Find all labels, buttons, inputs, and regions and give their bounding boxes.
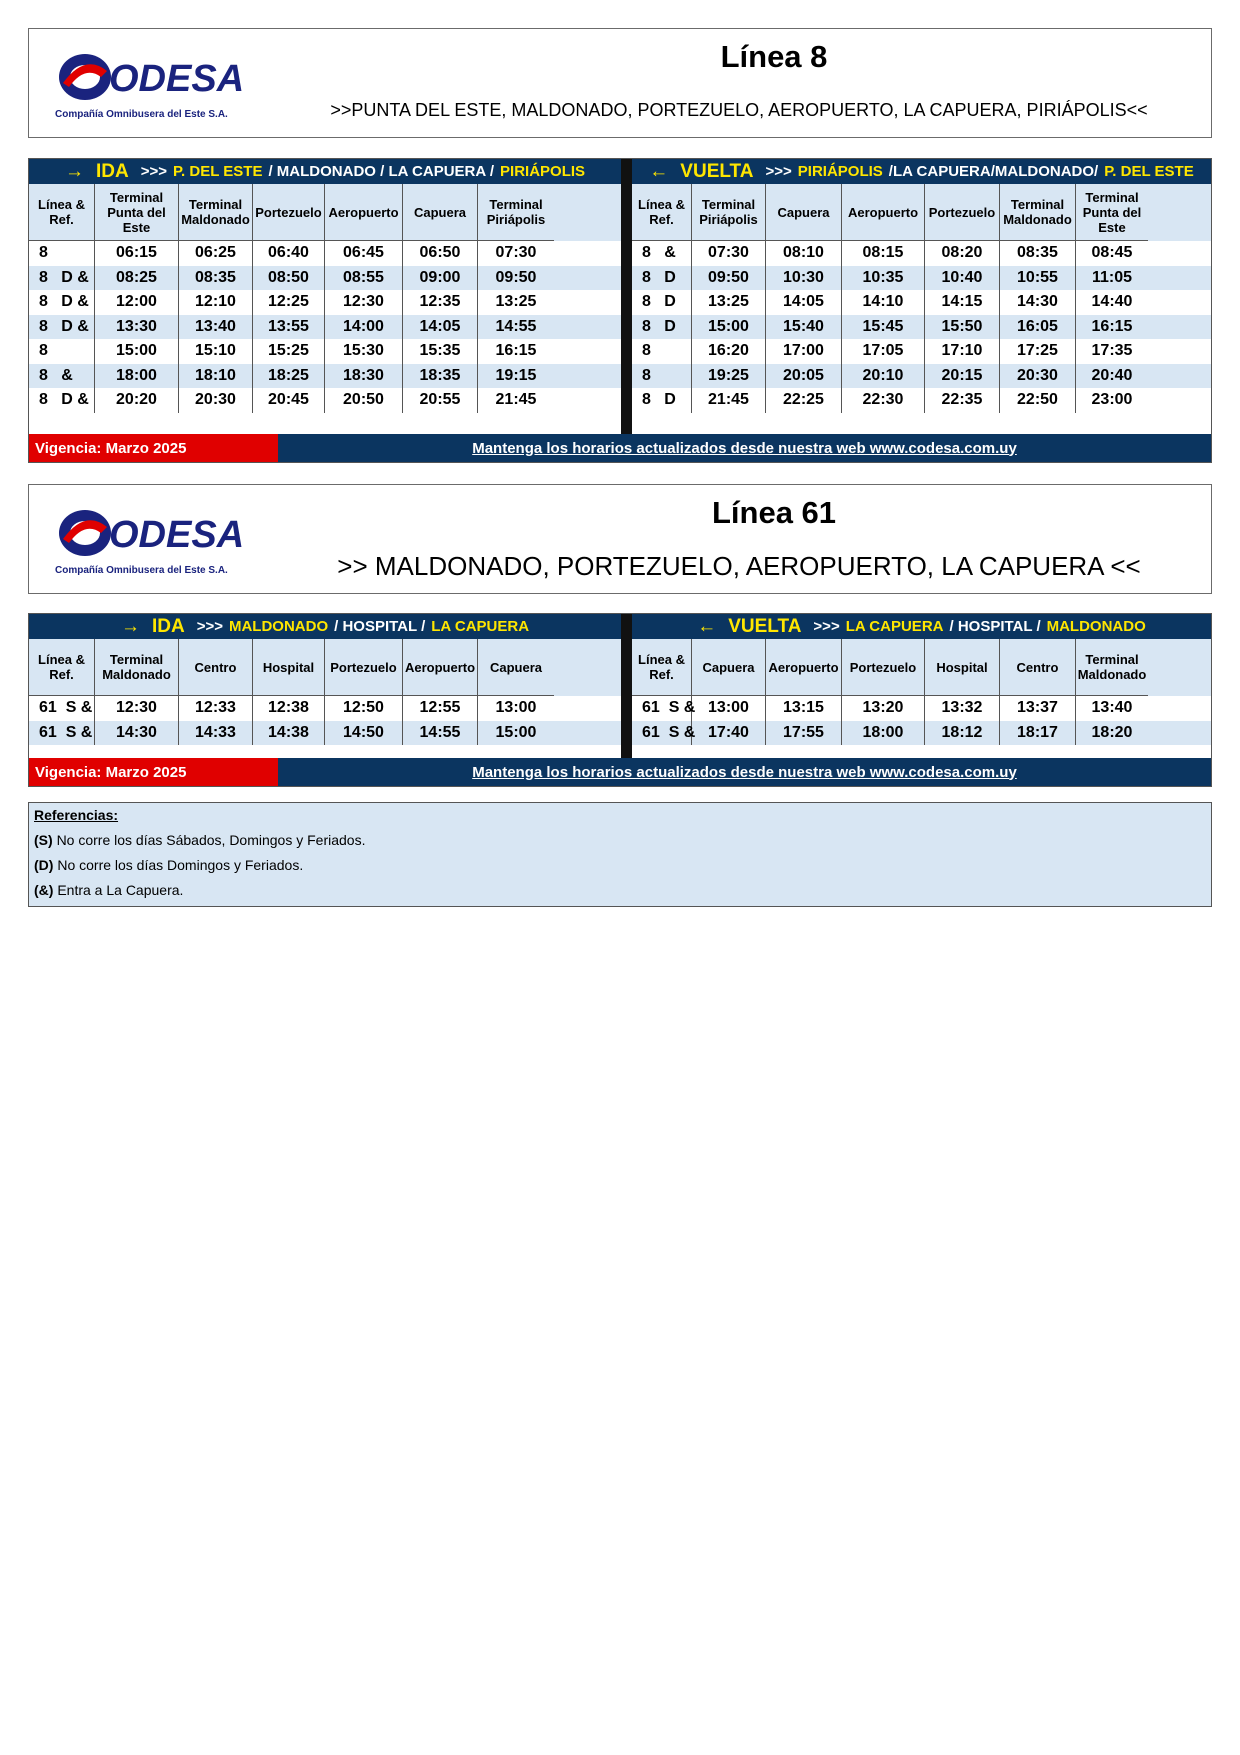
time-cell: 13:55 bbox=[253, 315, 325, 340]
time-cell: 18:30 bbox=[325, 364, 403, 389]
route-origin: PIRIÁPOLIS bbox=[797, 163, 883, 180]
page-title: Línea 61 bbox=[711, 495, 837, 530]
time-cell: 14:38 bbox=[253, 721, 325, 746]
time-cell: 08:15 bbox=[842, 241, 925, 266]
column-header: Centro bbox=[179, 639, 253, 696]
table-row bbox=[29, 266, 621, 291]
header-row bbox=[632, 639, 1211, 696]
table-row bbox=[29, 696, 621, 721]
time-cell: 13:40 bbox=[179, 315, 253, 340]
time-cell: 09:50 bbox=[495, 268, 537, 286]
time-cell: 14:40 bbox=[1091, 293, 1133, 311]
reference-text: Entra a La Capuera. bbox=[57, 882, 184, 898]
time-cell: 13:15 bbox=[766, 696, 842, 721]
reference-text: No corre los días Sábados, Domingos y Feriados. bbox=[56, 832, 366, 848]
time-cell: 20:20 bbox=[95, 388, 179, 413]
time-cell: 20:55 bbox=[403, 388, 478, 413]
ida-banner bbox=[29, 159, 621, 184]
reference-item bbox=[34, 857, 1206, 873]
table-row bbox=[632, 339, 1211, 364]
time-cell: 08:55 bbox=[325, 266, 403, 291]
table-row bbox=[29, 721, 621, 746]
time-cell: 12:50 bbox=[325, 696, 403, 721]
time-cell: 07:30 bbox=[495, 244, 537, 262]
reference-item bbox=[34, 832, 1206, 848]
route-middle: / MALDONADO / LA CAPUERA / bbox=[268, 163, 495, 180]
time-cell: 14:30 bbox=[1000, 290, 1076, 315]
ida-table bbox=[29, 159, 621, 462]
time-cell: 12:35 bbox=[403, 290, 478, 315]
column-header: Capuera bbox=[766, 184, 842, 241]
time-cell: 14:05 bbox=[403, 315, 478, 340]
time-cell: 23:00 bbox=[1091, 391, 1133, 409]
route-prefix: >>> bbox=[196, 618, 223, 635]
vigencia-label: Vigencia: Marzo 2025 bbox=[29, 434, 278, 462]
time-cell: 15:50 bbox=[925, 315, 1000, 340]
column-header: Capuera bbox=[692, 639, 766, 696]
time-cell: 21:45 bbox=[495, 391, 537, 409]
line-ref-cell: 8 D & bbox=[29, 388, 95, 413]
table-row bbox=[29, 339, 621, 364]
time-cell: 19:25 bbox=[692, 364, 766, 389]
time-cell: 15:10 bbox=[179, 339, 253, 364]
ida-banner bbox=[29, 614, 621, 639]
time-cell: 14:50 bbox=[325, 721, 403, 746]
arrow-right-icon: → bbox=[120, 615, 140, 637]
time-cell: 20:10 bbox=[842, 364, 925, 389]
direction-label: VUELTA bbox=[728, 615, 802, 637]
table-row bbox=[632, 315, 1211, 340]
line61-schedule bbox=[28, 613, 1212, 787]
column-header: Terminal Maldonado bbox=[95, 639, 179, 696]
time-cell: 17:35 bbox=[1091, 342, 1133, 360]
column-header: Línea & Ref. bbox=[29, 639, 95, 696]
time-cell: 20:30 bbox=[1000, 364, 1076, 389]
vuelta-banner bbox=[632, 614, 1211, 639]
time-cell: 13:00 bbox=[495, 699, 537, 717]
table-divider bbox=[621, 614, 632, 760]
time-cell: 22:50 bbox=[1000, 388, 1076, 413]
time-cell: 12:30 bbox=[325, 290, 403, 315]
direction-label: IDA bbox=[95, 160, 129, 182]
line-ref-cell: 8 bbox=[632, 339, 692, 364]
time-cell: 12:55 bbox=[403, 696, 478, 721]
route-middle: / HOSPITAL / bbox=[949, 618, 1041, 635]
time-cell: 18:20 bbox=[1091, 723, 1133, 741]
codesa-logo bbox=[55, 43, 255, 123]
time-cell: 10:40 bbox=[925, 266, 1000, 291]
references-title: Referencias: bbox=[34, 807, 119, 823]
column-header: Aeropuerto bbox=[403, 639, 478, 696]
vuelta-banner bbox=[632, 159, 1211, 184]
route-destination: LA CAPUERA bbox=[431, 618, 530, 635]
time-cell: 12:10 bbox=[179, 290, 253, 315]
time-cell: 18:35 bbox=[403, 364, 478, 389]
line-ref-cell: 61 S & bbox=[632, 696, 692, 721]
header-row bbox=[632, 184, 1211, 241]
time-cell: 18:17 bbox=[1000, 721, 1076, 746]
time-cell: 13:25 bbox=[692, 290, 766, 315]
column-header: Capuera bbox=[478, 639, 554, 696]
time-cell: 18:00 bbox=[842, 721, 925, 746]
time-cell: 12:33 bbox=[179, 696, 253, 721]
time-cell: 15:35 bbox=[403, 339, 478, 364]
column-header: Terminal Piriápolis bbox=[478, 184, 554, 241]
time-cell: 16:15 bbox=[495, 342, 537, 360]
line-ref-cell: 8 bbox=[632, 364, 692, 389]
column-header: Portezuelo bbox=[253, 184, 325, 241]
time-cell: 16:15 bbox=[1091, 317, 1133, 335]
time-cell: 12:38 bbox=[253, 696, 325, 721]
time-cell: 06:40 bbox=[253, 241, 325, 266]
line-ref-cell: 8 D & bbox=[29, 290, 95, 315]
route-description: >> MALDONADO, PORTEZUELO, AEROPUERTO, LA CAPUERA << bbox=[337, 551, 1141, 581]
table-row bbox=[29, 315, 621, 340]
time-cell: 13:32 bbox=[925, 696, 1000, 721]
website-link[interactable]: Mantenga los horarios actualizados desde nuestra web www.codesa.com.uy bbox=[278, 434, 1211, 462]
line-ref-cell: 61 S & bbox=[29, 696, 95, 721]
time-cell: 14:33 bbox=[179, 721, 253, 746]
table-row bbox=[632, 290, 1211, 315]
time-cell: 14:00 bbox=[325, 315, 403, 340]
time-cell: 17:25 bbox=[1000, 339, 1076, 364]
time-cell: 06:45 bbox=[325, 241, 403, 266]
time-cell: 21:45 bbox=[692, 388, 766, 413]
time-cell: 16:05 bbox=[1000, 315, 1076, 340]
time-cell: 13:30 bbox=[95, 315, 179, 340]
column-header: Capuera bbox=[403, 184, 478, 241]
column-header: Hospital bbox=[253, 639, 325, 696]
table-row bbox=[29, 388, 621, 413]
time-cell: 13:40 bbox=[1091, 699, 1133, 717]
header-row bbox=[29, 184, 621, 241]
line-ref-cell: 61 S & bbox=[632, 721, 692, 746]
header-row bbox=[29, 639, 621, 696]
column-header: Terminal Maldonado bbox=[1000, 184, 1076, 241]
time-cell: 10:30 bbox=[766, 266, 842, 291]
time-cell: 11:05 bbox=[1091, 268, 1133, 286]
table-row bbox=[29, 364, 621, 389]
time-cell: 17:40 bbox=[692, 721, 766, 746]
time-cell: 17:05 bbox=[842, 339, 925, 364]
table-row bbox=[632, 388, 1211, 413]
route-destination: P. DEL ESTE bbox=[1104, 163, 1194, 180]
line-ref-cell: 8 bbox=[29, 241, 95, 266]
column-header: Terminal Piriápolis bbox=[692, 184, 766, 241]
route-destination: PIRIÁPOLIS bbox=[500, 163, 586, 180]
time-cell: 20:30 bbox=[179, 388, 253, 413]
column-header: Línea & Ref. bbox=[632, 639, 692, 696]
time-cell: 08:35 bbox=[1000, 241, 1076, 266]
time-cell: 15:00 bbox=[692, 315, 766, 340]
time-cell: 13:00 bbox=[692, 696, 766, 721]
time-cell: 14:55 bbox=[495, 317, 537, 335]
reference-code: (D) bbox=[34, 857, 54, 873]
time-cell: 08:50 bbox=[253, 266, 325, 291]
line-ref-cell: 8 D bbox=[632, 266, 692, 291]
time-cell: 12:00 bbox=[95, 290, 179, 315]
column-header: Centro bbox=[1000, 639, 1076, 696]
line-ref-cell: 8 D bbox=[632, 315, 692, 340]
time-cell: 18:25 bbox=[253, 364, 325, 389]
time-cell: 15:25 bbox=[253, 339, 325, 364]
column-header: Terminal Punta del Este bbox=[95, 184, 179, 241]
arrow-left-icon: ← bbox=[697, 615, 717, 637]
time-cell: 14:30 bbox=[95, 721, 179, 746]
arrow-right-icon: → bbox=[64, 160, 84, 182]
time-cell: 08:20 bbox=[925, 241, 1000, 266]
time-cell: 07:30 bbox=[692, 241, 766, 266]
route-description: >>PUNTA DEL ESTE, MALDONADO, PORTEZUELO, AEROPUERTO, LA CAPUERA, PIRIÁPOLIS<< bbox=[330, 100, 1148, 120]
page-title: Línea 8 bbox=[720, 39, 828, 74]
reference-code: (&) bbox=[34, 882, 54, 898]
svg-text:ODESA: ODESA bbox=[109, 514, 245, 556]
time-cell: 18:00 bbox=[95, 364, 179, 389]
table-row bbox=[632, 696, 1211, 721]
line-ref-cell: 8 bbox=[29, 339, 95, 364]
route-middle: /LA CAPUERA/MALDONADO/ bbox=[888, 163, 1099, 180]
time-cell: 08:25 bbox=[95, 266, 179, 291]
website-link[interactable]: Mantenga los horarios actualizados desde nuestra web www.codesa.com.uy bbox=[278, 758, 1211, 786]
column-header: Línea & Ref. bbox=[632, 184, 692, 241]
time-cell: 13:25 bbox=[495, 293, 537, 311]
table-row bbox=[29, 241, 621, 266]
time-cell: 16:20 bbox=[692, 339, 766, 364]
time-cell: 13:37 bbox=[1000, 696, 1076, 721]
column-header: Aeropuerto bbox=[766, 639, 842, 696]
time-cell: 06:15 bbox=[95, 241, 179, 266]
time-cell: 10:55 bbox=[1000, 266, 1076, 291]
table-row bbox=[29, 290, 621, 315]
direction-label: VUELTA bbox=[680, 160, 754, 182]
codesa-logo bbox=[55, 499, 255, 579]
time-cell: 19:15 bbox=[495, 366, 537, 384]
route-prefix: >>> bbox=[813, 618, 840, 635]
svg-text:ODESA: ODESA bbox=[109, 58, 245, 100]
svg-text:Compañía Omnibusera del Este S: Compañía Omnibusera del Este S.A. bbox=[55, 565, 228, 576]
time-cell: 22:25 bbox=[766, 388, 842, 413]
column-header: Hospital bbox=[925, 639, 1000, 696]
time-cell: 22:30 bbox=[842, 388, 925, 413]
time-cell: 14:05 bbox=[766, 290, 842, 315]
time-cell: 08:35 bbox=[179, 266, 253, 291]
column-header: Aeropuerto bbox=[325, 184, 403, 241]
time-cell: 14:15 bbox=[925, 290, 1000, 315]
route-prefix: >>> bbox=[140, 163, 167, 180]
time-cell: 20:40 bbox=[1091, 366, 1133, 384]
time-cell: 09:00 bbox=[403, 266, 478, 291]
column-header: Terminal Maldonado bbox=[1076, 639, 1148, 696]
svg-text:Compañía Omnibusera del Este S: Compañía Omnibusera del Este S.A. bbox=[55, 109, 228, 120]
column-header: Portezuelo bbox=[925, 184, 1000, 241]
line61-header bbox=[28, 484, 1212, 594]
vigencia-label: Vigencia: Marzo 2025 bbox=[29, 758, 278, 786]
route-origin: P. DEL ESTE bbox=[172, 163, 263, 180]
line-ref-cell: 8 & bbox=[29, 364, 95, 389]
time-cell: 18:12 bbox=[925, 721, 1000, 746]
line8-schedule bbox=[28, 158, 1212, 463]
table-divider bbox=[621, 159, 632, 436]
time-cell: 17:00 bbox=[766, 339, 842, 364]
table-row bbox=[632, 241, 1211, 266]
vuelta-table bbox=[632, 159, 1211, 462]
column-header: Terminal Maldonado bbox=[179, 184, 253, 241]
time-cell: 12:25 bbox=[253, 290, 325, 315]
line-ref-cell: 8 D & bbox=[29, 315, 95, 340]
column-header: Portezuelo bbox=[842, 639, 925, 696]
schedule-footer bbox=[29, 434, 1211, 462]
table-row bbox=[632, 721, 1211, 746]
reference-code: (S) bbox=[34, 832, 53, 848]
time-cell: 13:20 bbox=[842, 696, 925, 721]
route-origin: MALDONADO bbox=[228, 618, 329, 635]
route-prefix: >>> bbox=[765, 163, 792, 180]
column-header: Aeropuerto bbox=[842, 184, 925, 241]
time-cell: 15:00 bbox=[495, 723, 537, 741]
time-cell: 20:05 bbox=[766, 364, 842, 389]
time-cell: 15:45 bbox=[842, 315, 925, 340]
table-row bbox=[632, 266, 1211, 291]
time-cell: 20:50 bbox=[325, 388, 403, 413]
line-ref-cell: 61 S & bbox=[29, 721, 95, 746]
time-cell: 17:10 bbox=[925, 339, 1000, 364]
table-row bbox=[632, 364, 1211, 389]
time-cell: 12:30 bbox=[95, 696, 179, 721]
time-cell: 20:45 bbox=[253, 388, 325, 413]
column-header: Portezuelo bbox=[325, 639, 403, 696]
time-cell: 08:10 bbox=[766, 241, 842, 266]
time-cell: 14:10 bbox=[842, 290, 925, 315]
reference-text: No corre los días Domingos y Feriados. bbox=[57, 857, 304, 873]
route-destination: MALDONADO bbox=[1046, 618, 1146, 635]
time-cell: 18:10 bbox=[179, 364, 253, 389]
time-cell: 14:55 bbox=[403, 721, 478, 746]
time-cell: 20:15 bbox=[925, 364, 1000, 389]
time-cell: 15:00 bbox=[95, 339, 179, 364]
column-header: Terminal Punta del Este bbox=[1076, 184, 1148, 241]
time-cell: 10:35 bbox=[842, 266, 925, 291]
line-ref-cell: 8 D bbox=[632, 388, 692, 413]
references-box bbox=[28, 802, 1212, 907]
time-cell: 06:25 bbox=[179, 241, 253, 266]
route-middle: / HOSPITAL / bbox=[334, 618, 426, 635]
arrow-left-icon: ← bbox=[649, 160, 669, 182]
time-cell: 08:45 bbox=[1091, 244, 1133, 262]
line-ref-cell: 8 & bbox=[632, 241, 692, 266]
reference-item bbox=[34, 882, 1206, 898]
time-cell: 15:40 bbox=[766, 315, 842, 340]
time-cell: 22:35 bbox=[925, 388, 1000, 413]
schedule-footer bbox=[29, 758, 1211, 786]
column-header: Línea & Ref. bbox=[29, 184, 95, 241]
route-origin: LA CAPUERA bbox=[845, 618, 944, 635]
line8-header bbox=[28, 28, 1212, 138]
time-cell: 17:55 bbox=[766, 721, 842, 746]
line-ref-cell: 8 D & bbox=[29, 266, 95, 291]
time-cell: 06:50 bbox=[403, 241, 478, 266]
direction-label: IDA bbox=[151, 615, 185, 637]
line-ref-cell: 8 D bbox=[632, 290, 692, 315]
time-cell: 09:50 bbox=[692, 266, 766, 291]
time-cell: 15:30 bbox=[325, 339, 403, 364]
